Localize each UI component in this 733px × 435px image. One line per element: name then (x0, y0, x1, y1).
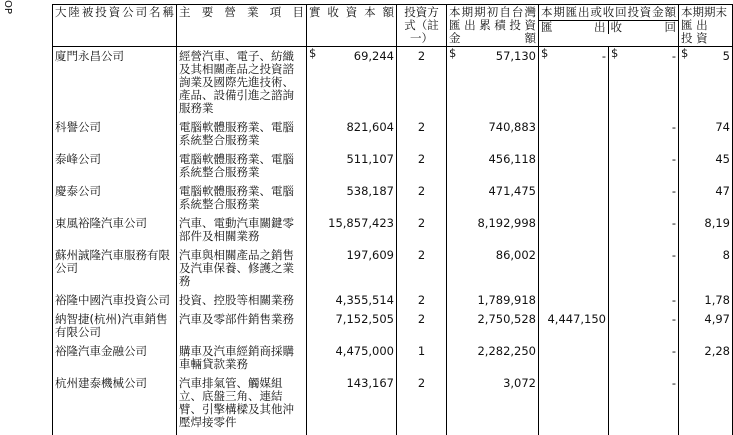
cell-value: 4,97 (704, 312, 730, 326)
table-row (53, 249, 733, 294)
table-row (53, 121, 733, 153)
cell-value: 2 (417, 120, 426, 134)
cell-opening (447, 345, 539, 377)
cell-outflow (539, 345, 609, 377)
cell-value: 裕隆汽車金融公司 (55, 344, 147, 358)
cell-value: 740,883 (488, 120, 536, 134)
cell-method (397, 121, 447, 153)
cell-value: 2,750,528 (477, 312, 536, 326)
investment-table (52, 4, 733, 435)
cell-value: 456,118 (488, 152, 536, 166)
cell-opening (447, 294, 539, 313)
cell-value: 45 (715, 152, 730, 166)
cell-inflow (609, 153, 679, 185)
cell-closing (679, 377, 733, 435)
cell-value: 1,78 (704, 293, 730, 307)
cell-outflow (539, 121, 609, 153)
header-row (53, 5, 733, 47)
cell-method (397, 217, 447, 249)
cell-method (397, 249, 447, 294)
cell-value: - (671, 312, 676, 326)
cell-value: 2 (417, 184, 426, 198)
table-row (53, 185, 733, 217)
cell-company (53, 377, 177, 435)
cell-value: 泰峰公司 (55, 152, 101, 166)
cell-inflow (609, 217, 679, 249)
cell-value: - (671, 152, 676, 166)
cell-value: 4,475,000 (335, 344, 394, 358)
cell-capital (307, 153, 397, 185)
cell-value: 汽車、電動汽車關鍵零部件及相關業務 (179, 216, 294, 243)
cell-value: - (671, 184, 676, 198)
cell-business (177, 47, 307, 122)
currency-symbol: $ (611, 46, 619, 60)
cell-value: 1 (417, 344, 426, 358)
cell-value: 東風裕隆汽車公司 (55, 216, 147, 230)
table-row (53, 313, 733, 345)
cell-inflow (609, 185, 679, 217)
cell-capital (307, 313, 397, 345)
cell-value: - (671, 120, 676, 134)
cell-company (53, 345, 177, 377)
currency-symbol: $ (449, 46, 457, 60)
cell-capital (307, 185, 397, 217)
cell-value: 15,857,423 (328, 216, 394, 230)
cell-value: 3,072 (503, 376, 536, 390)
cell-value: 8,19 (704, 216, 730, 230)
cell-outflow (539, 294, 609, 313)
table-row (53, 153, 733, 185)
cell-business (177, 294, 307, 313)
cell-business (177, 377, 307, 435)
cell-company (53, 121, 177, 153)
cell-value: 2 (417, 293, 426, 307)
cell-method (397, 294, 447, 313)
cell-value: 電腦軟體服務業、電腦系統整合服務業 (179, 184, 294, 211)
cell-company (53, 313, 177, 345)
cell-value: 購車及汽車經銷商採購車輛貸款業務 (179, 344, 294, 371)
cell-inflow (609, 313, 679, 345)
cell-value: 廈門永昌公司 (55, 49, 124, 63)
cell-opening (447, 47, 539, 122)
page-side-label: OP (2, 0, 13, 14)
cell-value: 2,282,250 (477, 344, 536, 358)
cell-opening (447, 249, 539, 294)
cell-business (177, 185, 307, 217)
cell-value: 538,187 (346, 184, 394, 198)
cell-value: 慶泰公司 (55, 184, 101, 198)
cell-closing (679, 153, 733, 185)
cell-company (53, 47, 177, 122)
cell-business (177, 249, 307, 294)
cell-outflow (539, 217, 609, 249)
table-row (53, 377, 733, 435)
cell-value: 4,355,514 (335, 293, 394, 307)
cell-value: 197,609 (346, 248, 394, 262)
cell-value: 汽車排氣管、觸媒組立、底盤三角、連結臂、引擎構樑及其他沖壓焊接零件 (179, 376, 294, 429)
cell-value: 科譽公司 (55, 120, 101, 134)
cell-value: 投資、控股等相關業務 (179, 293, 294, 307)
cell-value: 杭州建泰機械公司 (55, 376, 147, 390)
cell-inflow (609, 345, 679, 377)
cell-value: 2 (417, 152, 426, 166)
cell-value: 電腦軟體服務業、電腦系統整合服務業 (179, 120, 294, 147)
cell-opening (447, 377, 539, 435)
header-business: 主 要 營 業 項 目 (177, 5, 307, 47)
cell-opening (447, 185, 539, 217)
cell-closing (679, 47, 733, 122)
cell-opening (447, 313, 539, 345)
cell-value: - (671, 248, 676, 262)
cell-value: - (671, 293, 676, 307)
cell-closing (679, 121, 733, 153)
cell-value: 汽車與相關產品之銷售及汽車保養、修護之業務 (179, 248, 294, 288)
cell-outflow (539, 153, 609, 185)
cell-inflow (609, 121, 679, 153)
cell-capital (307, 377, 397, 435)
cell-capital (307, 217, 397, 249)
cell-value: 511,107 (346, 152, 394, 166)
cell-method (397, 153, 447, 185)
currency-symbol: $ (541, 46, 549, 60)
cell-value: 2,28 (704, 344, 730, 358)
cell-value: 2 (417, 216, 426, 230)
cell-outflow (539, 377, 609, 435)
cell-outflow (539, 249, 609, 294)
cell-company (53, 185, 177, 217)
cell-inflow (609, 294, 679, 313)
cell-opening (447, 121, 539, 153)
cell-company (53, 249, 177, 294)
header-closing: 本期期末 匯 出 投 資 (679, 5, 733, 47)
table-row (53, 345, 733, 377)
cell-closing (679, 185, 733, 217)
cell-closing (679, 249, 733, 294)
cell-closing (679, 294, 733, 313)
cell-inflow (609, 47, 679, 122)
cell-capital (307, 345, 397, 377)
cell-value: 4,447,150 (547, 312, 606, 326)
cell-opening (447, 217, 539, 249)
header-flow: 本期匯出或收回投資金額 匯 出 收 回 (539, 5, 679, 47)
cell-value: 1,789,918 (477, 293, 536, 307)
cell-value: - (671, 376, 676, 390)
cell-value: 電腦軟體服務業、電腦系統整合服務業 (179, 152, 294, 179)
cell-method (397, 47, 447, 122)
currency-symbol: $ (309, 46, 317, 60)
cell-closing (679, 345, 733, 377)
cell-company (53, 153, 177, 185)
cell-value: 2 (417, 376, 426, 390)
cell-value: 86,002 (495, 248, 536, 262)
cell-capital (307, 294, 397, 313)
cell-value: 8 (722, 248, 730, 262)
cell-value: 7,152,505 (335, 312, 394, 326)
header-method: 投資方式（註一） (397, 5, 447, 47)
cell-company (53, 217, 177, 249)
cell-value: 471,475 (488, 184, 536, 198)
cell-value: 143,167 (346, 376, 394, 390)
table-row (53, 47, 733, 122)
cell-value: 8,192,998 (477, 216, 536, 230)
cell-inflow (609, 249, 679, 294)
cell-value: 蘇州誠隆汽車服務有限公司 (55, 248, 170, 275)
cell-capital (307, 249, 397, 294)
cell-value: - (671, 49, 676, 63)
cell-value: 821,604 (346, 120, 394, 134)
cell-closing (679, 217, 733, 249)
cell-method (397, 313, 447, 345)
cell-business (177, 153, 307, 185)
cell-business (177, 217, 307, 249)
cell-method (397, 377, 447, 435)
cell-method (397, 185, 447, 217)
cell-value: 69,244 (353, 49, 394, 63)
header-capital: 實 收 資 本 額 (307, 5, 397, 47)
table-row (53, 217, 733, 249)
cell-value: - (671, 344, 676, 358)
cell-outflow (539, 313, 609, 345)
cell-opening (447, 153, 539, 185)
cell-value: 裕隆中國汽車投資公司 (55, 293, 170, 307)
cell-business (177, 345, 307, 377)
cell-value: 2 (417, 49, 426, 63)
cell-company (53, 294, 177, 313)
cell-value: - (671, 216, 676, 230)
header-opening: 本期期初自台灣 匯出累積投資 金 額 (447, 5, 539, 47)
cell-value: 57,130 (495, 49, 536, 63)
cell-value: 47 (715, 184, 730, 198)
cell-closing (679, 313, 733, 345)
cell-business (177, 313, 307, 345)
cell-value: 汽車及零部件銷售業務 (179, 312, 294, 326)
cell-value: - (601, 49, 606, 63)
cell-value: 5 (722, 49, 730, 63)
cell-value: 經營汽車、電子、紡織及其相關產品之投資諮詢業及國際先進技術、產品、設備引進之諮詢服務業 (179, 49, 294, 115)
cell-capital (307, 47, 397, 122)
currency-symbol: $ (681, 46, 689, 60)
cell-value: 2 (417, 312, 426, 326)
cell-outflow (539, 47, 609, 122)
cell-value: 2 (417, 248, 426, 262)
table-row (53, 294, 733, 313)
cell-inflow (609, 377, 679, 435)
header-company: 大陸被投資公司名稱 (53, 5, 177, 47)
cell-method (397, 345, 447, 377)
cell-value: 74 (715, 120, 730, 134)
cell-business (177, 121, 307, 153)
cell-capital (307, 121, 397, 153)
cell-value: 納智捷(杭州)汽車銷售有限公司 (55, 312, 168, 339)
cell-outflow (539, 185, 609, 217)
